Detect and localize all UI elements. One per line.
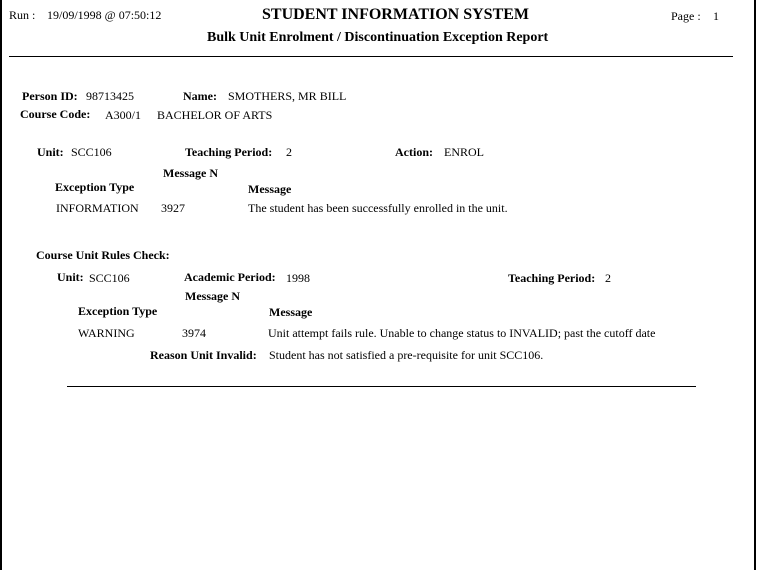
rules-unit-label: Unit: xyxy=(57,270,84,284)
course-name-value: BACHELOR OF ARTS xyxy=(157,108,273,122)
action-value: ENROL xyxy=(444,145,484,159)
message-header: Message xyxy=(248,182,292,196)
rules-exception-type-header: Exception Type xyxy=(78,304,158,318)
window-right-border xyxy=(754,0,756,570)
course-code-label: Course Code: xyxy=(20,107,91,121)
rules-teaching-period-value: 2 xyxy=(605,271,611,285)
run-label: Run : xyxy=(9,8,36,22)
teaching-period-label: Teaching Period: xyxy=(185,145,273,159)
rules-message-header: Message xyxy=(269,305,313,319)
rules-teaching-period-label: Teaching Period: xyxy=(508,271,596,285)
header-divider xyxy=(9,56,733,57)
course-code-value: A300/1 xyxy=(105,108,141,122)
rules-check-heading: Course Unit Rules Check: xyxy=(36,248,170,262)
message-number-header: Message N xyxy=(163,166,218,180)
rules-message-number-cell: 3974 xyxy=(182,326,206,340)
report-title: Bulk Unit Enrolment / Discontinuation Exception Report xyxy=(207,30,549,45)
footer-divider xyxy=(67,386,696,387)
reason-unit-invalid-label: Reason Unit Invalid: xyxy=(150,348,257,362)
unit-label: Unit: xyxy=(37,145,64,159)
rules-exception-type-cell: WARNING xyxy=(78,326,135,340)
run-timestamp: 19/09/1998 @ 07:50:12 xyxy=(47,8,162,22)
action-label: Action: xyxy=(395,145,433,159)
rules-message-cell: Unit attempt fails rule. Unable to change status to INVALID; past the cutoff date xyxy=(268,326,656,340)
rules-unit-value: SCC106 xyxy=(89,271,130,285)
window-left-border xyxy=(0,0,2,570)
page-number: 1 xyxy=(713,9,719,23)
reason-unit-invalid-value: Student has not satisfied a pre-requisite for unit SCC106. xyxy=(269,348,544,362)
teaching-period-value: 2 xyxy=(286,145,292,159)
page-label: Page : xyxy=(671,9,701,23)
system-title: STUDENT INFORMATION SYSTEM xyxy=(262,6,530,23)
exception-type-header: Exception Type xyxy=(55,180,135,194)
unit-value: SCC106 xyxy=(71,145,112,159)
person-id-label: Person ID: xyxy=(22,89,78,103)
person-id-value: 98713425 xyxy=(86,89,134,103)
message-cell: The student has been successfully enrolled in the unit. xyxy=(248,201,508,215)
rules-message-number-header: Message N xyxy=(185,289,240,303)
academic-period-label: Academic Period: xyxy=(184,270,276,284)
exception-type-cell: INFORMATION xyxy=(56,201,139,215)
message-number-cell: 3927 xyxy=(161,201,185,215)
name-label: Name: xyxy=(183,89,217,103)
academic-period-value: 1998 xyxy=(286,271,310,285)
name-value: SMOTHERS, MR BILL xyxy=(228,89,347,103)
